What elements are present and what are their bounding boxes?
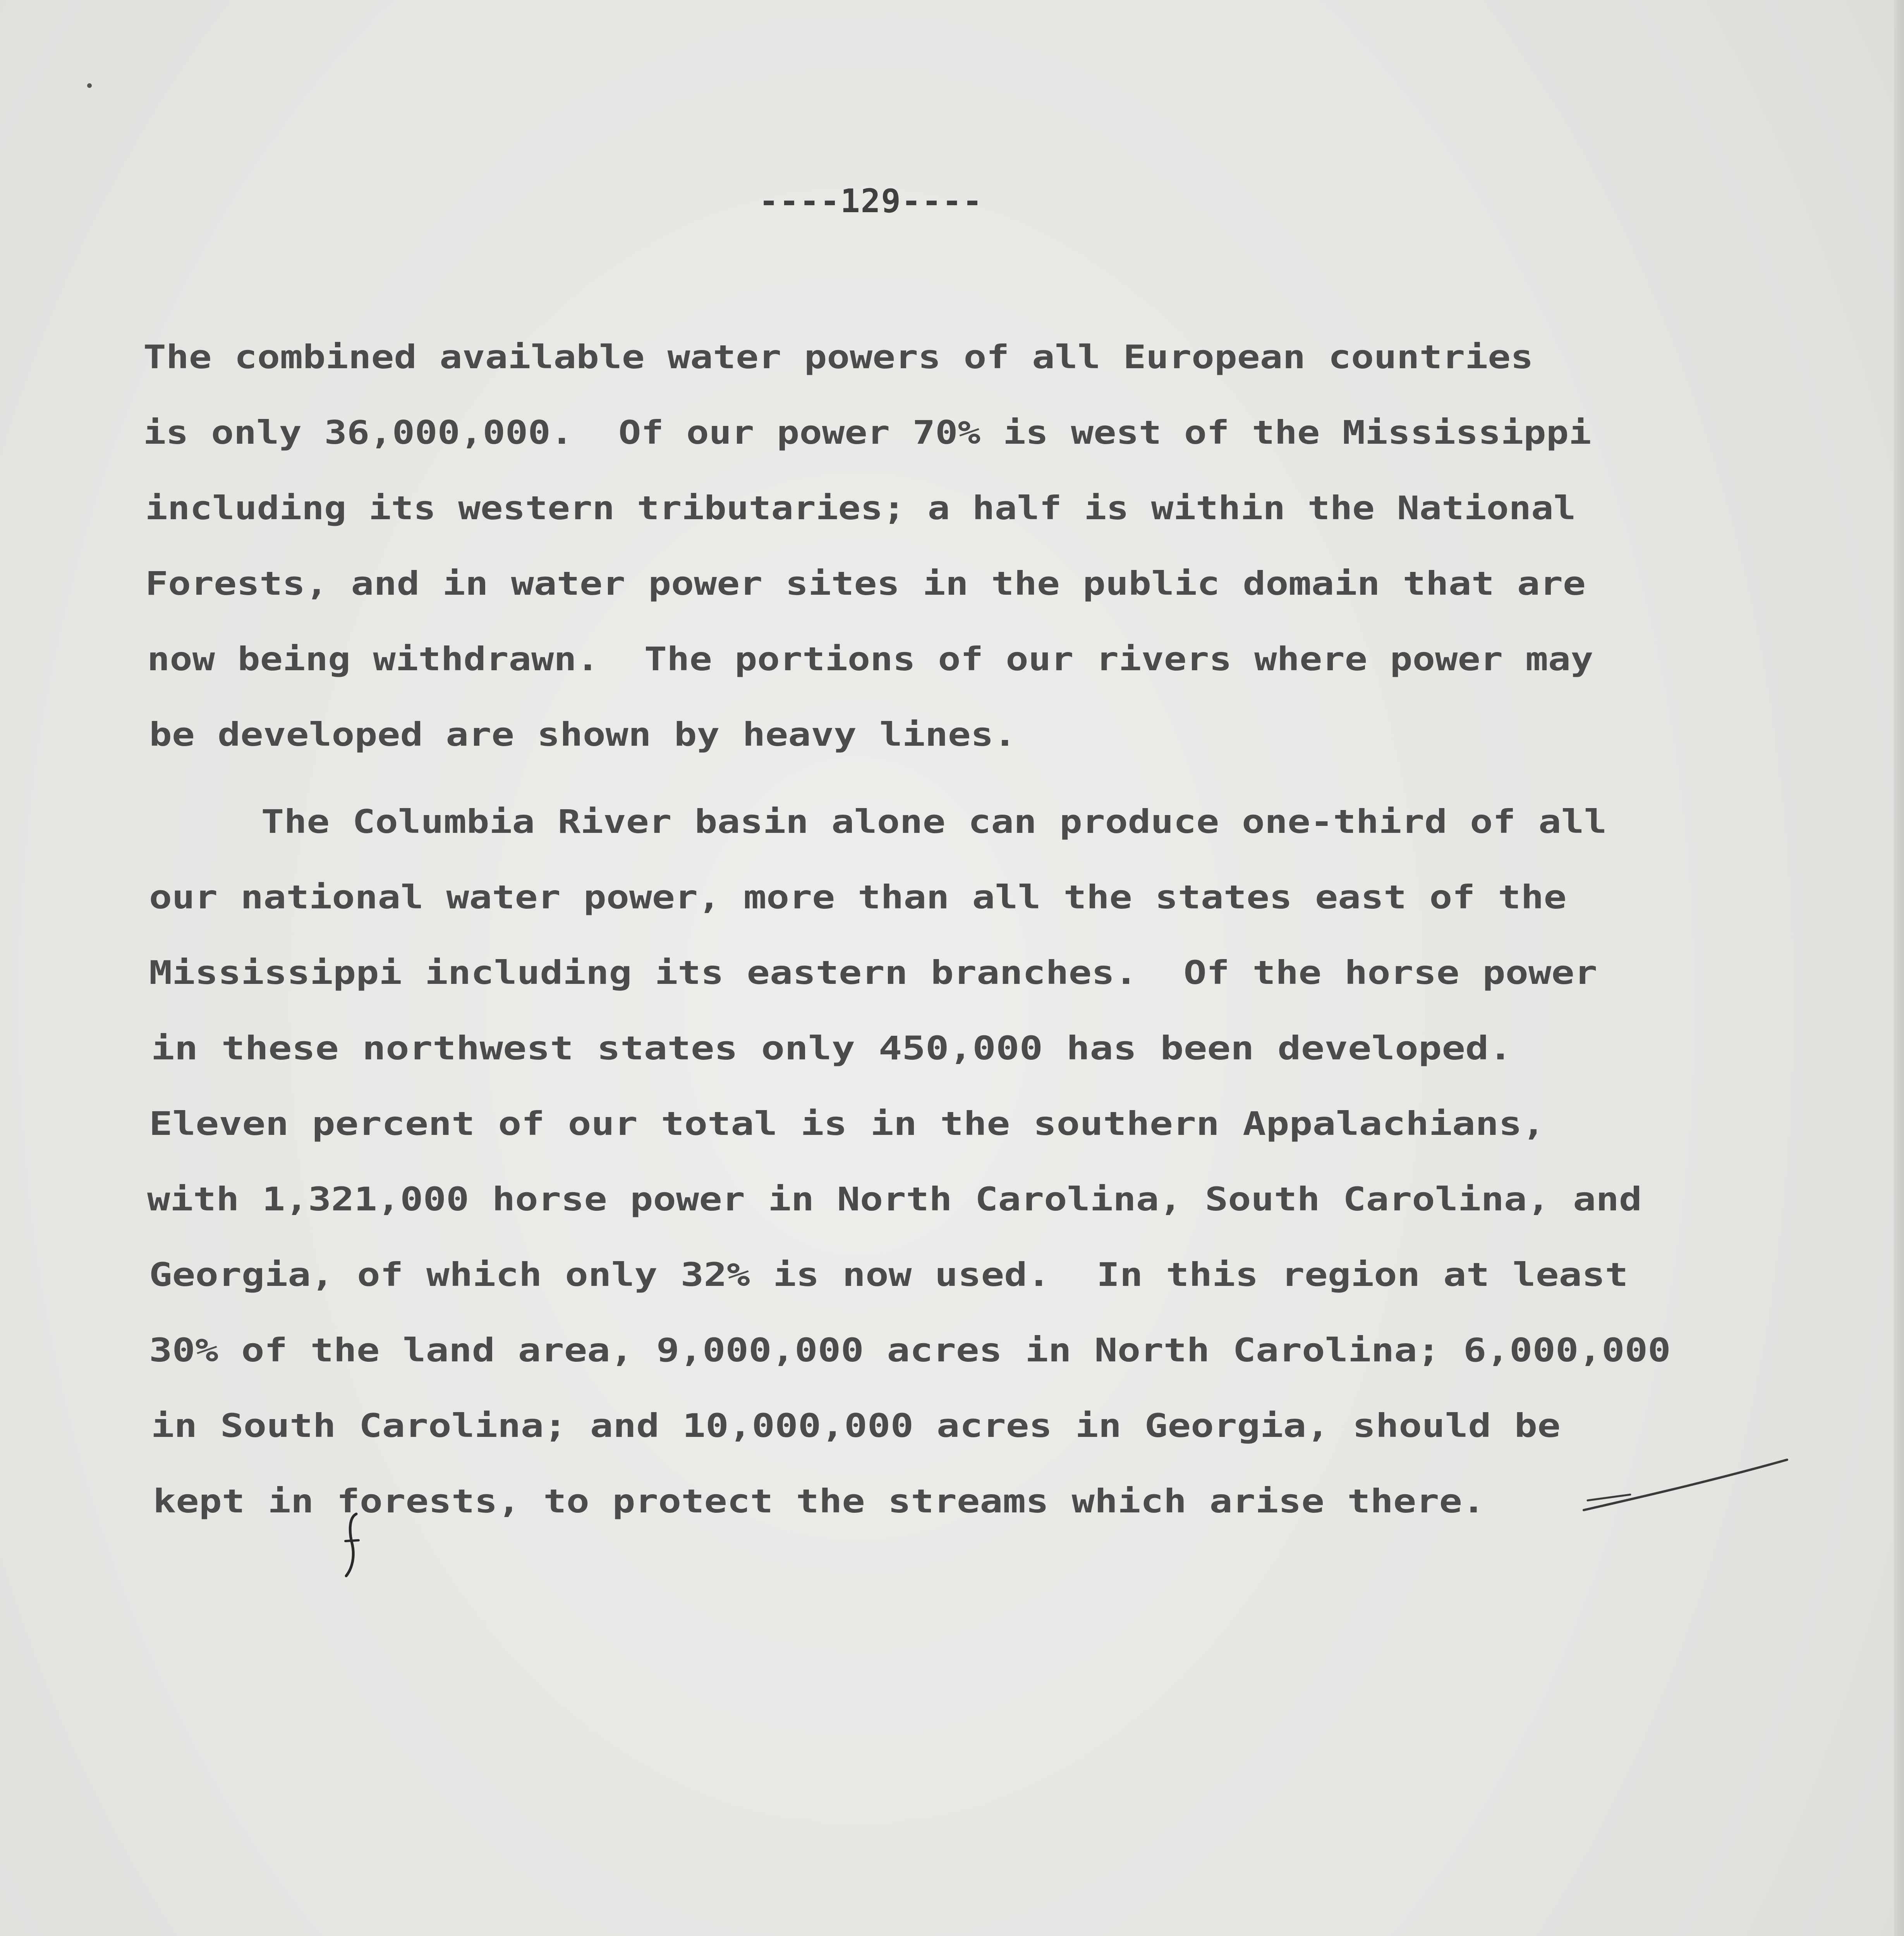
text-line: including its western tributaries; a half is within the National	[145, 489, 1576, 527]
text-line: The Columbia River basin alone can produce one-third of all	[147, 803, 1607, 841]
text-line: now being withdrawn. The portions of our rivers where power may	[147, 640, 1593, 678]
text-line: Forests, and in water power sites in the public domain that are	[145, 565, 1586, 602]
handwritten-pen-stroke	[1576, 1456, 1793, 1518]
text-line: Georgia, of which only 32% is now used. In this region at least	[149, 1256, 1628, 1294]
text-line: our national water power, more than all the states east of the	[149, 878, 1567, 916]
page-number: ----129----	[759, 182, 983, 220]
text-line: is only 36,000,000. Of our power 70% is west of the Mississippi	[143, 414, 1592, 451]
paper-speck	[87, 83, 92, 88]
text-line: in these northwest states only 450,000 has been developed.	[151, 1029, 1513, 1067]
handwritten-correction-mark	[341, 1510, 364, 1580]
text-line: kept in forests, to protect the streams which arise there.	[153, 1482, 1485, 1520]
text-line: Eleven percent of our total is in the southern Appalachians,	[149, 1105, 1545, 1143]
text-line: The combined available water powers of all European countries	[143, 338, 1533, 376]
page-edge-shadow	[1894, 0, 1904, 1936]
text-line: Mississippi including its eastern branches. Of the horse power	[149, 954, 1598, 992]
text-line: with 1,321,000 horse power in North Carolina, South Carolina, and	[147, 1180, 1642, 1218]
text-line: in South Carolina; and 10,000,000 acres in Georgia, should be	[151, 1407, 1561, 1445]
text-line: 30% of the land area, 9,000,000 acres in North Carolina; 6,000,000	[149, 1331, 1671, 1369]
text-line: be developed are shown by heavy lines.	[149, 716, 1016, 753]
